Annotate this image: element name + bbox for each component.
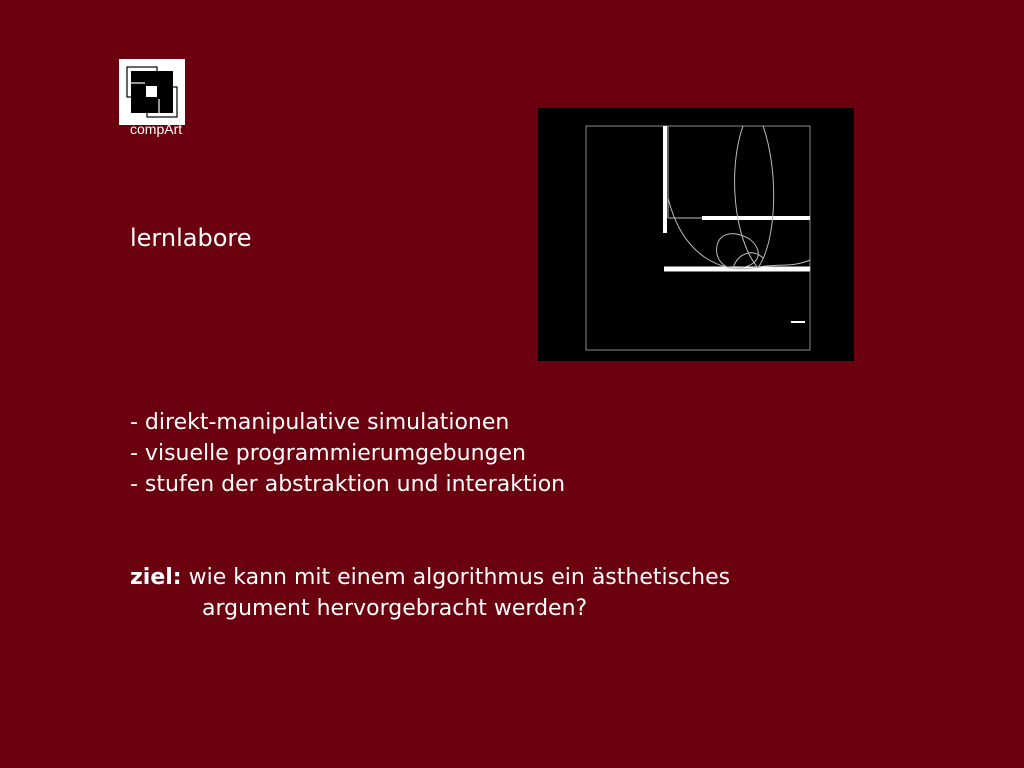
bullet-item: - direkt-manipulative simulationen [130, 410, 510, 435]
generative-line-drawing [538, 108, 854, 361]
goal-label: ziel: [130, 565, 182, 590]
goal-text-line2: argument hervorgebracht werden? [202, 596, 588, 621]
bullet-list [130, 407, 565, 500]
compart-logo [119, 59, 185, 125]
bullet-item: - stufen der abstraktion und interaktion [130, 472, 566, 497]
logo-caption: compArt [130, 121, 183, 137]
slide-title: lernlabore [130, 224, 252, 252]
compart-logo-icon [119, 59, 185, 125]
artwork-image [538, 108, 854, 361]
goal-text-line1: wie kann mit einem algorithmus ein ästhetisches [181, 565, 731, 590]
goal-statement [130, 562, 730, 624]
bullet-item: - visuelle programmierumgebungen [130, 441, 526, 466]
